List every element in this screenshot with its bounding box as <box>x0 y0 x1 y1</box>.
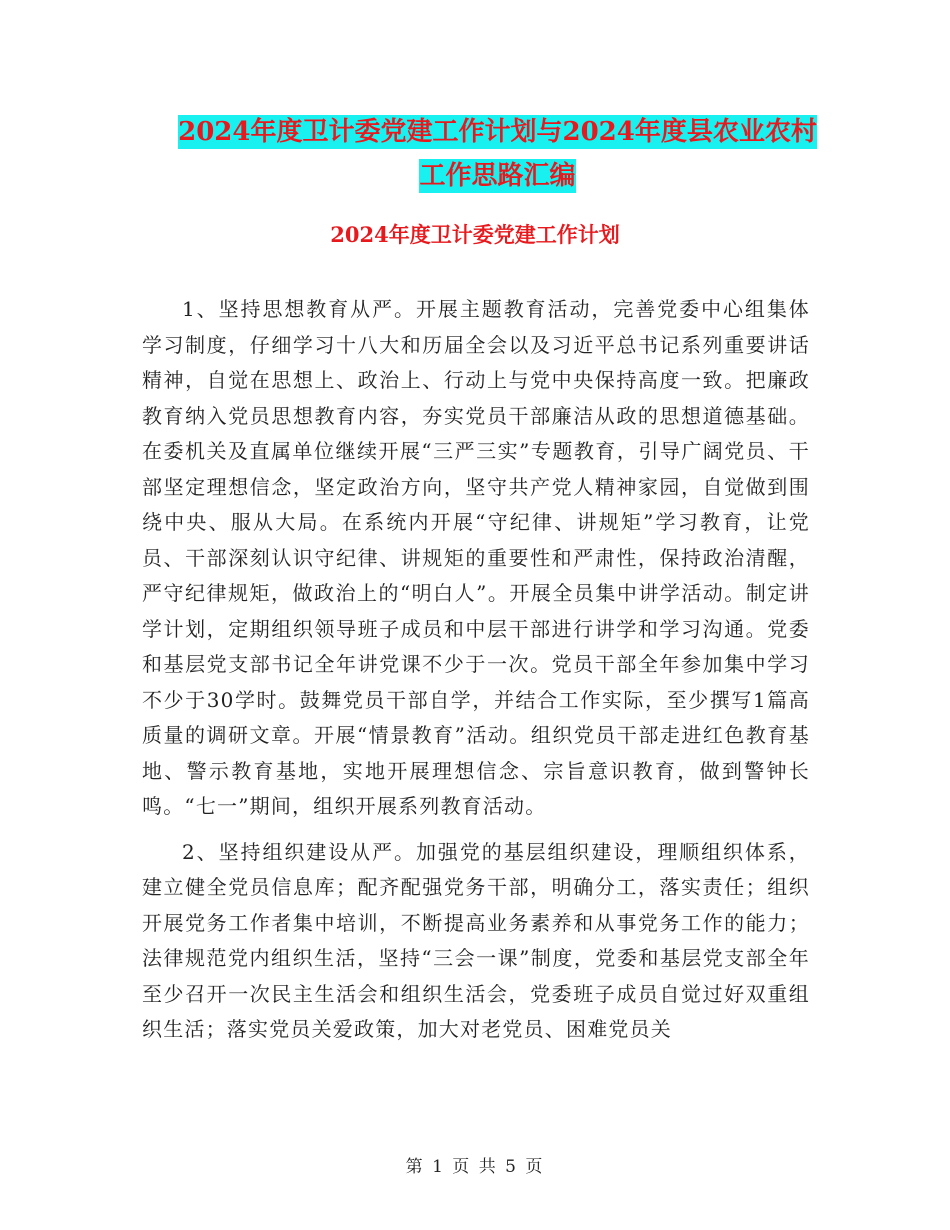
document-body <box>142 292 810 1058</box>
paragraph-2: 2、坚持组织建设从严。加强党的基层组织建设，理顺组织体系，建立健全党员信息库；配齐配强党务干部，明确分工，落实责任；组织开展党务工作者集中培训，不断提高业务素养和从事党务工作的能力；法律规范党内组织生活，坚持“三会一课”制度，党委和基层党支部全年至少召开一次民主生活会和组织生活会，党委班子成员自觉过好双重组织生活；落实党员关爱政策，加大对老党员、困难党员关 <box>142 839 810 1041</box>
title-line-2: 工作思路汇编 <box>419 161 576 191</box>
section-title: 2024年度卫计委党建工作计划 <box>330 222 620 247</box>
title-line-1: 2024年度卫计委党建工作计划与2024年度县农业农村 <box>178 117 817 147</box>
document-title <box>130 110 865 198</box>
page-number-footer: 第 1 页 共 5 页 <box>405 1157 545 1177</box>
paragraph-1: 1、坚持思想教育从严。开展主题教育活动，完善党委中心组集体学习制度，仔细学习十八大和历届全会以及习近平总书记系列重要讲话精神，自觉在思想上、政治上、行动上与党中央保持高度一致。把廉政教育纳入党员思想教育内容，夯实党员干部廉洁从政的思想道德基础。在委机关及直属单位继续开展“三严三实”专题教育，引导广阔党员、干部坚定理想信念，坚定政治方向，坚守共产党人精神家园，自觉做到围绕中央、服从大局。在系统内开展“守纪律、讲规矩”学习教育，让党员、干部深刻认识守纪律、讲规矩的重要性和严肃性，保持政治清醒，严守纪律规矩，做政治上的“明白人”。开展全员集中讲学活动。制定讲学计划，定期组织领导班子成员和中层干部进行讲学和学习沟通。党委和基层党支部书记全年讲党课不少于一次。党员干部全年参加集中学习不少于30学时。鼓舞党员干部自学，并结合工作实际，至少撰写1篇高质量的调研文章。开展“情景教育”活动。组织党员干部走进红色教育基地、警示教育基地，实地开展理想信念、宗旨意识教育，做到警钟长鸣。“七一”期间，组织开展系列教育活动。 <box>142 297 810 818</box>
